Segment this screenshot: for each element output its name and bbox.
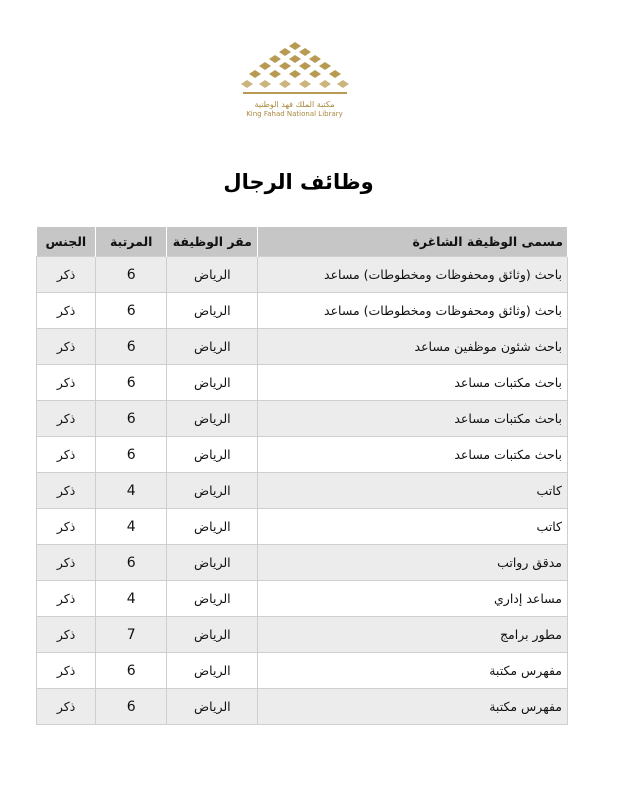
header-location: مقر الوظيفة: [167, 227, 258, 257]
cell-rank: 4: [96, 473, 167, 509]
cell-job-title: باحث مكتبات مساعد: [258, 365, 568, 401]
cell-job-title: باحث مكتبات مساعد: [258, 401, 568, 437]
cell-location: الرياض: [167, 617, 258, 653]
table-row: [37, 293, 568, 329]
cell-gender: ذكر: [37, 437, 96, 473]
cell-job-title: باحث (وثائق ومحفوظات ومخطوطات) مساعد: [258, 257, 568, 293]
cell-rank: 6: [96, 257, 167, 293]
cell-rank: 6: [96, 653, 167, 689]
table-row: [37, 257, 568, 293]
cell-gender: ذكر: [37, 401, 96, 437]
cell-gender: ذكر: [37, 509, 96, 545]
cell-location: الرياض: [167, 329, 258, 365]
cell-job-title: مدقق رواتب: [258, 545, 568, 581]
cell-rank: 7: [96, 617, 167, 653]
library-logo: [232, 42, 357, 127]
cell-gender: ذكر: [37, 581, 96, 617]
cell-rank: 6: [96, 689, 167, 725]
cell-rank: 6: [96, 401, 167, 437]
header-job-title: مسمى الوظيفة الشاغرة: [258, 227, 568, 257]
cell-job-title: باحث مكتبات مساعد: [258, 437, 568, 473]
page-title: وظائف الرجال: [223, 170, 374, 194]
header-gender: الجنس: [37, 227, 96, 257]
cell-gender: ذكر: [37, 293, 96, 329]
library-name-arabic: مكتبة الملك فهد الوطنية: [254, 100, 335, 109]
library-name-english: King Fahad National Library: [246, 110, 343, 118]
cell-gender: ذكر: [37, 473, 96, 509]
cell-rank: 4: [96, 509, 167, 545]
table-header-row: [37, 227, 568, 257]
cell-job-title: باحث شئون موظفين مساعد: [258, 329, 568, 365]
cell-rank: 4: [96, 581, 167, 617]
table-row: [37, 545, 568, 581]
cell-rank: 6: [96, 329, 167, 365]
jobs-table: [36, 227, 568, 725]
cell-rank: 6: [96, 365, 167, 401]
table-row: [37, 365, 568, 401]
library-emblem-icon: [235, 42, 355, 100]
cell-rank: 6: [96, 437, 167, 473]
table-row: [37, 509, 568, 545]
table-row: [37, 617, 568, 653]
cell-location: الرياض: [167, 689, 258, 725]
table-row: [37, 653, 568, 689]
table-row: [37, 401, 568, 437]
cell-rank: 6: [96, 293, 167, 329]
cell-job-title: باحث (وثائق ومحفوظات ومخطوطات) مساعد: [258, 293, 568, 329]
cell-gender: ذكر: [37, 257, 96, 293]
header-rank: المرتبة: [96, 227, 167, 257]
cell-job-title: مطور برامج: [258, 617, 568, 653]
cell-location: الرياض: [167, 473, 258, 509]
cell-location: الرياض: [167, 581, 258, 617]
cell-job-title: مفهرس مكتبة: [258, 653, 568, 689]
cell-job-title: كاتب: [258, 509, 568, 545]
cell-rank: 6: [96, 545, 167, 581]
cell-gender: ذكر: [37, 365, 96, 401]
table-row: [37, 329, 568, 365]
cell-gender: ذكر: [37, 689, 96, 725]
table-row: [37, 473, 568, 509]
table-row: [37, 689, 568, 725]
cell-location: الرياض: [167, 257, 258, 293]
cell-gender: ذكر: [37, 617, 96, 653]
cell-location: الرياض: [167, 653, 258, 689]
table-row: [37, 437, 568, 473]
cell-location: الرياض: [167, 401, 258, 437]
cell-gender: ذكر: [37, 545, 96, 581]
cell-gender: ذكر: [37, 329, 96, 365]
cell-gender: ذكر: [37, 653, 96, 689]
cell-location: الرياض: [167, 293, 258, 329]
table-row: [37, 581, 568, 617]
cell-job-title: مفهرس مكتبة: [258, 689, 568, 725]
cell-job-title: مساعد إداري: [258, 581, 568, 617]
cell-location: الرياض: [167, 437, 258, 473]
cell-location: الرياض: [167, 365, 258, 401]
cell-location: الرياض: [167, 509, 258, 545]
cell-job-title: كاتب: [258, 473, 568, 509]
cell-location: الرياض: [167, 545, 258, 581]
